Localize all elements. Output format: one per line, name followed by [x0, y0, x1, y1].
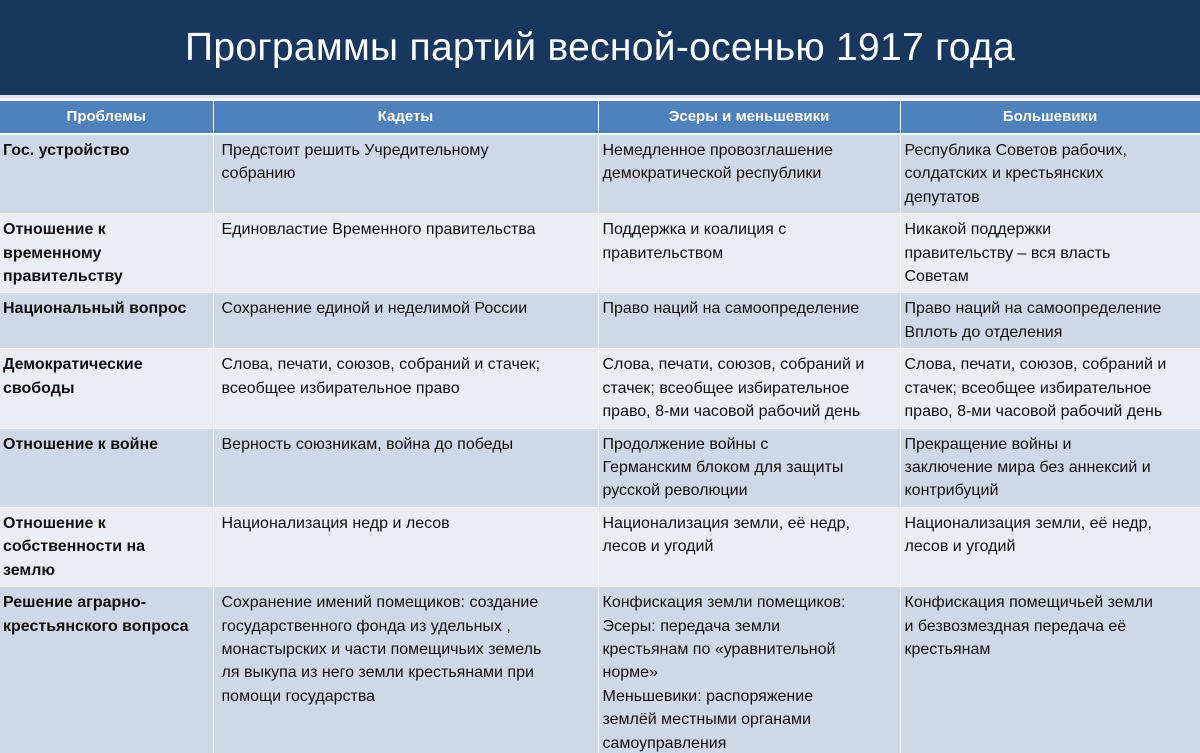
problem-cell: Решение аграрно- крестьянского вопроса [0, 587, 213, 753]
esery-cell: Продолжение войны с Германским блоком для защиты русской революции [598, 428, 900, 507]
kadety-cell: Слова, печати, союзов, собраний и стачек; всеобщее избирательное право [213, 349, 598, 428]
header-esery-mensheviki: Эсеры и меньшевики [598, 101, 900, 134]
page-title: Программы партий весной-осенью 1917 года [185, 25, 1015, 69]
problem-cell: Национальный вопрос [0, 293, 213, 349]
bolsheviki-cell: Национализация земли, её недр, лесов и угодий [900, 507, 1200, 586]
header-kadety: Кадеты [213, 101, 598, 134]
kadety-cell: Национализация недр и лесов [213, 507, 598, 586]
header-problems: Проблемы [0, 101, 213, 134]
table-row [0, 214, 1200, 293]
table-row [0, 507, 1200, 586]
table-row [0, 134, 1200, 214]
table-row [0, 293, 1200, 349]
party-programs-table [0, 101, 1200, 753]
table-row [0, 587, 1200, 753]
esery-cell: Поддержка и коалиция с правительством [598, 214, 900, 293]
table-row [0, 349, 1200, 428]
kadety-cell: Предстоит решить Учредительному собранию [213, 134, 598, 214]
bolsheviki-cell: Республика Советов рабочих, солдатских и крестьянских депутатов [900, 134, 1200, 214]
bolsheviki-cell: Никакой поддержки правительству – вся власть Советам [900, 214, 1200, 293]
problem-cell: Гос. устройство [0, 134, 213, 214]
bolsheviki-cell: Прекращение войны и заключение мира без аннексий и контрибуций [900, 428, 1200, 507]
esery-cell: Слова, печати, союзов, собраний и стачек; всеобщее избирательное право, 8-ми часовой рабочий день [598, 349, 900, 428]
table-header-row [0, 101, 1200, 134]
bolsheviki-cell: Конфискация помещичьей земли и безвозмездная передача её крестьянам [900, 587, 1200, 753]
bolsheviki-cell: Право наций на самоопределение Вплоть до отделения [900, 293, 1200, 349]
problem-cell: Отношение к войне [0, 428, 213, 507]
esery-cell: Конфискация земли помещиков: Эсеры: передача земли крестьянам по «уравнительной норме» Меньшевики: распоряжение землёй местными органами самоуправления [598, 587, 900, 753]
problem-cell: Отношение к временному правительству [0, 214, 213, 293]
problem-cell: Отношение к собственности на землю [0, 507, 213, 586]
esery-cell: Немедленное провозглашение демократической республики [598, 134, 900, 214]
esery-cell: Право наций на самоопределение [598, 293, 900, 349]
kadety-cell: Сохранение имений помещиков: создание государственного фонда из удельных , монастырских и части помещичьих земель ля выкупа из него земли крестьянами при помощи государства [213, 587, 598, 753]
esery-cell: Национализация земли, её недр, лесов и угодий [598, 507, 900, 586]
kadety-cell: Единовластие Временного правительства [213, 214, 598, 293]
table-row [0, 428, 1200, 507]
bolsheviki-cell: Слова, печати, союзов, собраний и стачек; всеобщее избирательное право, 8-ми часовой рабочий день [900, 349, 1200, 428]
title-bar [0, 0, 1200, 98]
header-bolsheviki: Большевики [900, 101, 1200, 134]
problem-cell: Демократические свободы [0, 349, 213, 428]
kadety-cell: Верность союзникам, война до победы [213, 428, 598, 507]
kadety-cell: Сохранение единой и неделимой России [213, 293, 598, 349]
